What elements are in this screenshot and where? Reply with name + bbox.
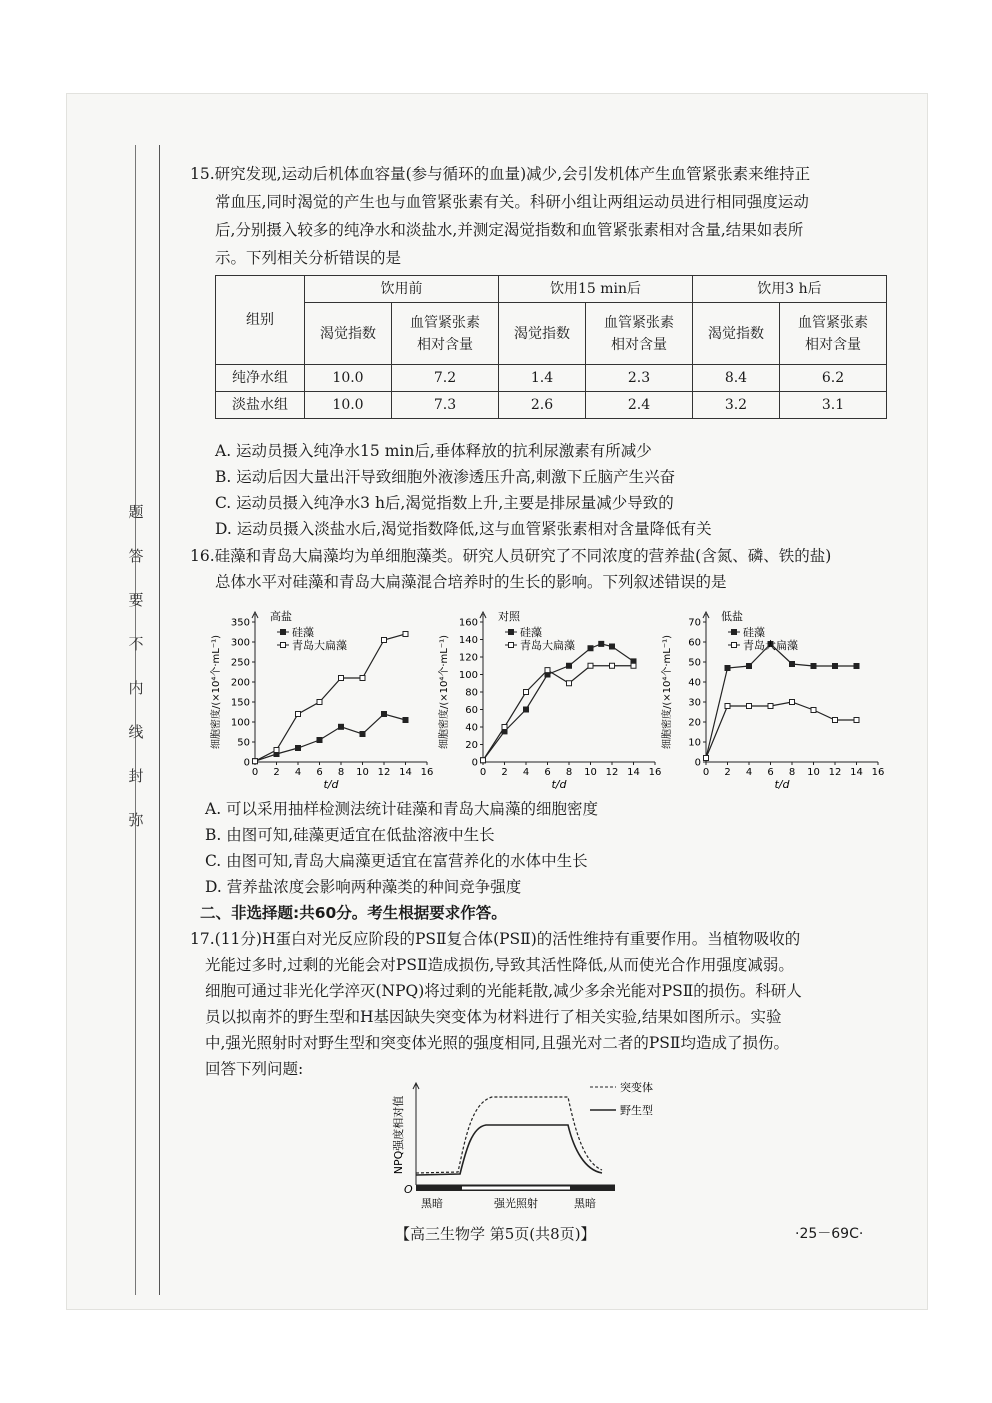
x-tick-label: 10	[584, 767, 597, 778]
chart-title: 高盐	[270, 610, 292, 623]
table-cell: 淡盐水组	[216, 392, 305, 419]
data-point	[502, 725, 507, 730]
y-tick-label: 80	[465, 687, 478, 699]
data-point	[725, 704, 730, 709]
x-tick-label: 12	[605, 767, 619, 778]
data-point	[403, 632, 408, 637]
x-tick-label: 0	[251, 767, 259, 778]
exam-code: ·25－69C·	[795, 1226, 864, 1242]
x-tick-label: 12	[377, 767, 391, 778]
x-axis-label: t/d	[774, 778, 790, 791]
q17-stem-line: 员以拟南芥的野生型和H基因缺失突变体为材料进行了相关实验,结果如图所示。实验	[205, 1008, 782, 1026]
seal-char: 封	[128, 767, 144, 785]
legend-marker	[281, 630, 286, 635]
q17-stem-line: 细胞可通过非光化学淬灭(NPQ)将过剩的光能耗散,减少多余光能对PSⅡ的损伤。科研人	[205, 982, 802, 1000]
q16-option-d: D. 营养盐浓度会影响两种藻类的种间竞争强度	[205, 878, 522, 896]
legend-label: 硅藻	[292, 626, 314, 639]
y-tick-label: 0	[243, 757, 250, 769]
table-subheader: 血管紧张素 相对含量	[779, 303, 886, 365]
y-tick-label: 160	[458, 617, 478, 629]
series-wildtype-line	[416, 1125, 602, 1175]
binding-line	[159, 145, 160, 1295]
data-point	[296, 746, 301, 751]
y-tick-label: 200	[230, 677, 250, 689]
data-point	[747, 664, 752, 669]
data-point	[725, 666, 730, 671]
y-tick-label: 20	[465, 740, 478, 751]
data-point	[382, 712, 387, 717]
table-cell: 纯净水组	[216, 365, 305, 392]
legend-marker	[281, 643, 286, 648]
x-tick-label: 4	[745, 767, 753, 778]
chart-svg	[656, 600, 886, 795]
y-tick-label: 140	[458, 635, 478, 646]
data-point	[833, 718, 838, 723]
x-tick-label: 2	[273, 767, 280, 778]
legend-label: 青岛大扁藻	[743, 639, 798, 652]
data-point	[360, 732, 365, 737]
x-tick-label: 14	[627, 767, 640, 778]
y-tick-label: 20	[688, 717, 701, 729]
series-line	[483, 666, 634, 761]
seal-line-notice	[124, 490, 148, 842]
chart-low-salt	[656, 600, 886, 799]
table-subheader: 血管紧张素 相对含量	[585, 303, 692, 365]
data-point	[747, 704, 752, 709]
q16-option-b: B. 由图可知,硅藻更适宜在低盐溶液中生长	[205, 826, 495, 844]
origin-label: O	[404, 1183, 413, 1196]
x-tick-label: 2	[724, 767, 731, 778]
y-tick-label: 300	[230, 637, 250, 649]
y-tick-label: 250	[230, 657, 250, 669]
x-tick-label: 4	[294, 767, 302, 778]
table-cell: 1.4	[498, 365, 585, 392]
data-point	[833, 664, 838, 669]
series-line	[255, 634, 406, 761]
q17-stem-line: 回答下列问题:	[205, 1060, 304, 1078]
y-tick-label: 70	[688, 617, 701, 629]
x-tick-label: 2	[501, 767, 508, 778]
data-point	[317, 700, 322, 705]
x-axis-label: t/d	[551, 778, 567, 791]
chart-svg	[380, 1075, 710, 1215]
table-cell: 7.3	[392, 392, 499, 419]
table-row	[216, 392, 887, 419]
data-point	[854, 664, 859, 669]
q15-stem-line: 常血压,同时渴觉的产生也与血管紧张素有关。科研小组让两组运动员进行相同强度运动	[215, 193, 809, 211]
seal-char: 要	[128, 591, 144, 609]
data-point	[567, 663, 572, 668]
x-tick-label: 14	[850, 767, 863, 778]
legend-label: 硅藻	[520, 626, 542, 639]
data-point	[253, 759, 258, 764]
x-tick-label: 16	[420, 767, 434, 778]
data-point	[403, 718, 408, 723]
table-cell: 6.2	[779, 365, 886, 392]
x-tick-label: 4	[522, 767, 530, 778]
table-cell: 10.0	[305, 392, 392, 419]
seal-char: 内	[128, 679, 144, 697]
y-axis-label: NPQ强度相对值	[392, 1095, 405, 1175]
table-cell: 2.3	[585, 365, 692, 392]
chart-control	[433, 600, 663, 799]
data-point	[481, 758, 486, 763]
q15-stem-line: 15.研究发现,运动后机体血容量(参与循环的血量)减少,会引发机体产生血管紧张素来维持正	[190, 165, 811, 183]
section-heading: 二、非选择题:共60分。考生根据要求作答。	[200, 904, 507, 922]
x-tick-label: 6	[544, 767, 551, 778]
x-tick-label: 6	[767, 767, 774, 778]
data-point	[854, 718, 859, 723]
legend-label: 青岛大扁藻	[520, 639, 575, 652]
y-tick-label: 60	[688, 637, 701, 649]
y-tick-label: 100	[458, 670, 478, 681]
table-cell: 7.2	[392, 365, 499, 392]
table-row	[216, 365, 887, 392]
table-subheader: 渴觉指数	[305, 303, 392, 365]
x-tick-label: 10	[356, 767, 369, 778]
data-point	[610, 663, 615, 668]
series-line	[483, 644, 634, 760]
y-tick-label: 350	[230, 617, 250, 629]
x-tick-label: 8	[565, 767, 573, 778]
data-point	[360, 676, 365, 681]
data-point	[567, 681, 572, 686]
table-cell: 10.0	[305, 365, 392, 392]
data-point	[790, 700, 795, 705]
data-point	[545, 668, 550, 673]
x-segment-label: 黑暗	[574, 1197, 596, 1210]
x-tick-label: 6	[316, 767, 323, 778]
table-cell: 2.4	[585, 392, 692, 419]
data-point	[811, 708, 816, 713]
y-tick-label: 50	[237, 737, 250, 749]
legend-label: 突变体	[620, 1081, 653, 1094]
q15-stem-line: 示。下列相关分析错误的是	[215, 249, 402, 267]
seal-char: 线	[128, 723, 144, 741]
y-tick-label: 60	[465, 705, 478, 716]
data-point	[524, 707, 529, 712]
data-point	[296, 712, 301, 717]
table-header-period: 饮用前	[305, 276, 499, 303]
chart-svg	[433, 600, 663, 795]
table-subheader: 血管紧张素 相对含量	[392, 303, 499, 365]
x-segment-label: 强光照射	[494, 1197, 538, 1210]
series-line	[706, 702, 857, 758]
y-tick-label: 50	[688, 657, 701, 669]
x-axis-label: t/d	[323, 778, 339, 791]
q15-option-b: B. 运动后因大量出汗导致细胞外液渗透压升高,刺激下丘脑产生兴奋	[215, 468, 676, 486]
data-point	[790, 662, 795, 667]
legend-marker	[732, 630, 737, 635]
y-tick-label: 120	[458, 652, 478, 664]
data-point	[588, 663, 593, 668]
y-tick-label: 30	[688, 697, 701, 709]
data-point	[811, 664, 816, 669]
x-tick-label: 14	[399, 767, 412, 778]
q17-stem-line: 光能过多时,过剩的光能会对PSⅡ造成损伤,导致其活性降低,从而使光合作用强度减弱。	[205, 956, 794, 974]
y-axis-label: 细胞密度/(×10⁴个·mL⁻¹)	[211, 634, 222, 750]
q17-stem-line: 17.(11分)H蛋白对光反应阶段的PSⅡ复合体(PSⅡ)的活性维持有重要作用。当植物吸收的	[190, 930, 801, 948]
legend-label: 青岛大扁藻	[292, 639, 347, 652]
y-tick-label: 40	[465, 722, 478, 734]
data-point	[768, 704, 773, 709]
q16-stem-line: 总体水平对硅藻和青岛大扁藻混合培养时的生长的影响。下列叙述错误的是	[215, 573, 727, 591]
table-cell: 2.6	[498, 392, 585, 419]
x-tick-label: 8	[337, 767, 345, 778]
table-cell: 8.4	[692, 365, 779, 392]
data-point	[339, 676, 344, 681]
legend-label: 野生型	[620, 1104, 653, 1117]
light-bar-bright	[462, 1187, 570, 1190]
q17-stem-line: 中,强光照射时对野生型和突变体光照的强度相同,且强光对二者的PSⅡ均造成了损伤。	[205, 1034, 789, 1052]
table-header-group: 组别	[216, 276, 305, 365]
data-point	[588, 646, 593, 651]
y-tick-label: 100	[230, 717, 250, 729]
y-tick-label: 0	[471, 757, 478, 769]
x-segment-label: 黑暗	[421, 1197, 443, 1210]
y-axis-label: 细胞密度/(×10⁴个·mL⁻¹)	[662, 634, 673, 750]
table-subheader: 渴觉指数	[498, 303, 585, 365]
data-point	[704, 756, 709, 761]
q15-data-table	[215, 275, 887, 419]
data-point	[524, 690, 529, 695]
legend-label: 硅藻	[743, 626, 765, 639]
seal-char: 答	[128, 547, 144, 565]
table-cell: 3.2	[692, 392, 779, 419]
q15-option-d: D. 运动员摄入淡盐水后,渴觉指数降低,这与血管紧张素相对含量降低有关	[215, 520, 712, 538]
x-tick-label: 10	[807, 767, 820, 778]
y-axis-label: 细胞密度/(×10⁴个·mL⁻¹)	[439, 634, 450, 750]
legend-marker	[509, 643, 514, 648]
data-point	[317, 738, 322, 743]
seal-char: 弥	[128, 811, 144, 829]
data-point	[382, 638, 387, 643]
table-cell: 3.1	[779, 392, 886, 419]
legend-marker	[732, 643, 737, 648]
y-tick-label: 0	[694, 757, 701, 769]
table-header-period: 饮用15 min后	[498, 276, 692, 303]
table-subheader: 渴觉指数	[692, 303, 779, 365]
series-line	[706, 644, 857, 758]
x-tick-label: 8	[788, 767, 796, 778]
data-point	[599, 641, 604, 646]
table-header-period: 饮用3 h后	[692, 276, 886, 303]
data-point	[274, 748, 279, 753]
x-tick-label: 16	[648, 767, 662, 778]
chart-title: 低盐	[721, 610, 743, 623]
x-tick-label: 0	[479, 767, 487, 778]
page-footer: 【高三生物学 第5页(共8页)】	[395, 1225, 596, 1243]
chart-high-salt	[205, 600, 435, 799]
legend-marker	[509, 630, 514, 635]
chart-svg	[205, 600, 435, 795]
q16-option-c: C. 由图可知,青岛大扁藻更适宜在富营养化的水体中生长	[205, 852, 588, 870]
q15-option-a: A. 运动员摄入纯净水15 min后,垂体释放的抗利尿激素有所减少	[215, 442, 652, 460]
q15-option-c: C. 运动员摄入纯净水3 h后,渴觉指数上升,主要是排尿量减少导致的	[215, 494, 674, 512]
x-tick-label: 0	[702, 767, 710, 778]
data-point	[339, 724, 344, 729]
chart-title: 对照	[498, 610, 520, 623]
y-tick-label: 40	[688, 677, 701, 689]
y-tick-label: 150	[230, 697, 250, 709]
series-mutant-line	[416, 1097, 602, 1173]
x-tick-label: 16	[871, 767, 885, 778]
q15-stem-line: 后,分别摄入较多的纯净水和淡盐水,并测定渴觉指数和血管紧张素相对含量,结果如表所	[215, 221, 804, 239]
seal-char: 不	[128, 635, 144, 653]
q16-stem-line: 16.硅藻和青岛大扁藻均为单细胞藻类。研究人员研究了不同浓度的营养盐(含氮、磷、铁的盐)	[190, 547, 832, 565]
seal-char: 题	[128, 503, 144, 521]
data-point	[631, 663, 636, 668]
chart-npq	[380, 1075, 710, 1219]
y-tick-label: 10	[688, 737, 701, 749]
x-tick-label: 12	[828, 767, 842, 778]
q16-option-a: A. 可以采用抽样检测法统计硅藻和青岛大扁藻的细胞密度	[205, 800, 599, 818]
data-point	[610, 644, 615, 649]
